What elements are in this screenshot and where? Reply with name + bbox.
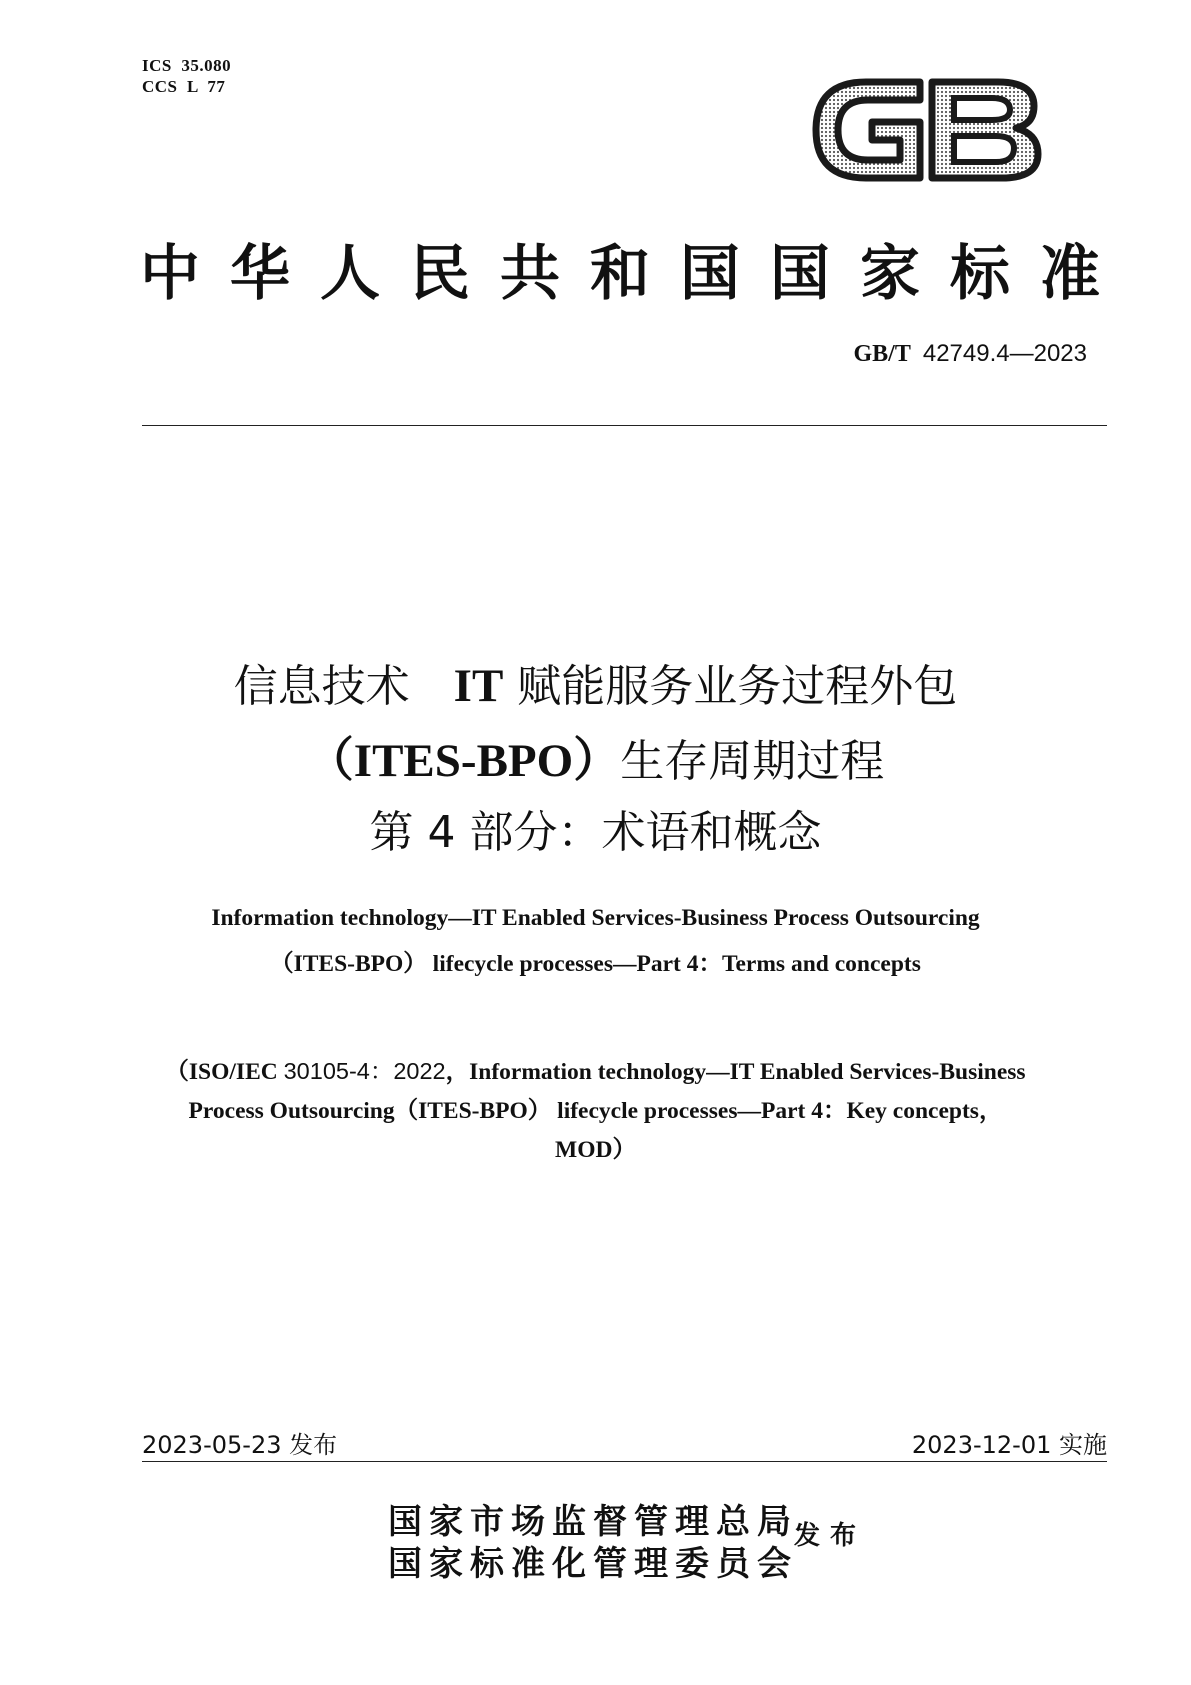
iso-reference-rest: ，Information technology—IT Enabled Services-Business <box>445 1059 1026 1085</box>
title-cn-line2 <box>0 723 1191 790</box>
title-cn-line1-prefix: 信息技术 <box>233 661 454 712</box>
issuer-samr: 国家市场监督管理总局 <box>388 1502 798 1542</box>
standard-number-value: 42749.4—2023 <box>922 340 1087 367</box>
issue-label: 发布 <box>794 1521 867 1551</box>
top-divider <box>142 425 1107 426</box>
standard-number <box>853 340 1087 368</box>
ccs-code: CCS L 77 <box>142 77 226 96</box>
title-en-line1: Information technology—IT Enabled Services-Business Process Outsourcing <box>211 905 980 931</box>
iso-reference-number: 30105-4：2022 <box>283 1058 446 1084</box>
ics-code: ICS 35.080 <box>142 56 232 75</box>
national-standard-title: 中华人民共和国国家标准 <box>140 239 1130 309</box>
gb-emblem-icon <box>808 70 1044 190</box>
title-cn-line1 <box>0 650 1191 714</box>
title-cn-line2-latin: （ITES-BPO） <box>306 735 621 787</box>
title-en-line2: （ITES-BPO） lifecycle processes—Part 4：Terms and concepts <box>270 951 921 977</box>
standard-number-prefix: GB/T <box>853 341 911 367</box>
implementation-date: 2023-12-01 实施 <box>911 1431 1107 1459</box>
publish-date: 2023-05-23 发布 <box>142 1431 338 1459</box>
title-cn-line1-suffix: 赋能服务业务过程外包 <box>503 661 958 712</box>
iso-reference-line1 <box>0 1052 1191 1086</box>
iso-reference-line2: Process Outsourcing（ITES-BPO） lifecycle processes—Part 4：Key concepts， <box>188 1098 1003 1124</box>
iso-reference-line3: MOD） <box>555 1137 636 1163</box>
title-cn-line1-latin: IT <box>453 660 504 712</box>
title-cn-line3: 第 4 部分：术语和概念 <box>369 807 822 858</box>
title-cn-line2-suffix: 生存周期过程 <box>620 736 885 787</box>
iso-reference-open: （ISO/IEC <box>165 1059 284 1085</box>
bottom-divider <box>142 1461 1107 1462</box>
issuer-sac: 国家标准化管理委员会 <box>388 1544 798 1584</box>
